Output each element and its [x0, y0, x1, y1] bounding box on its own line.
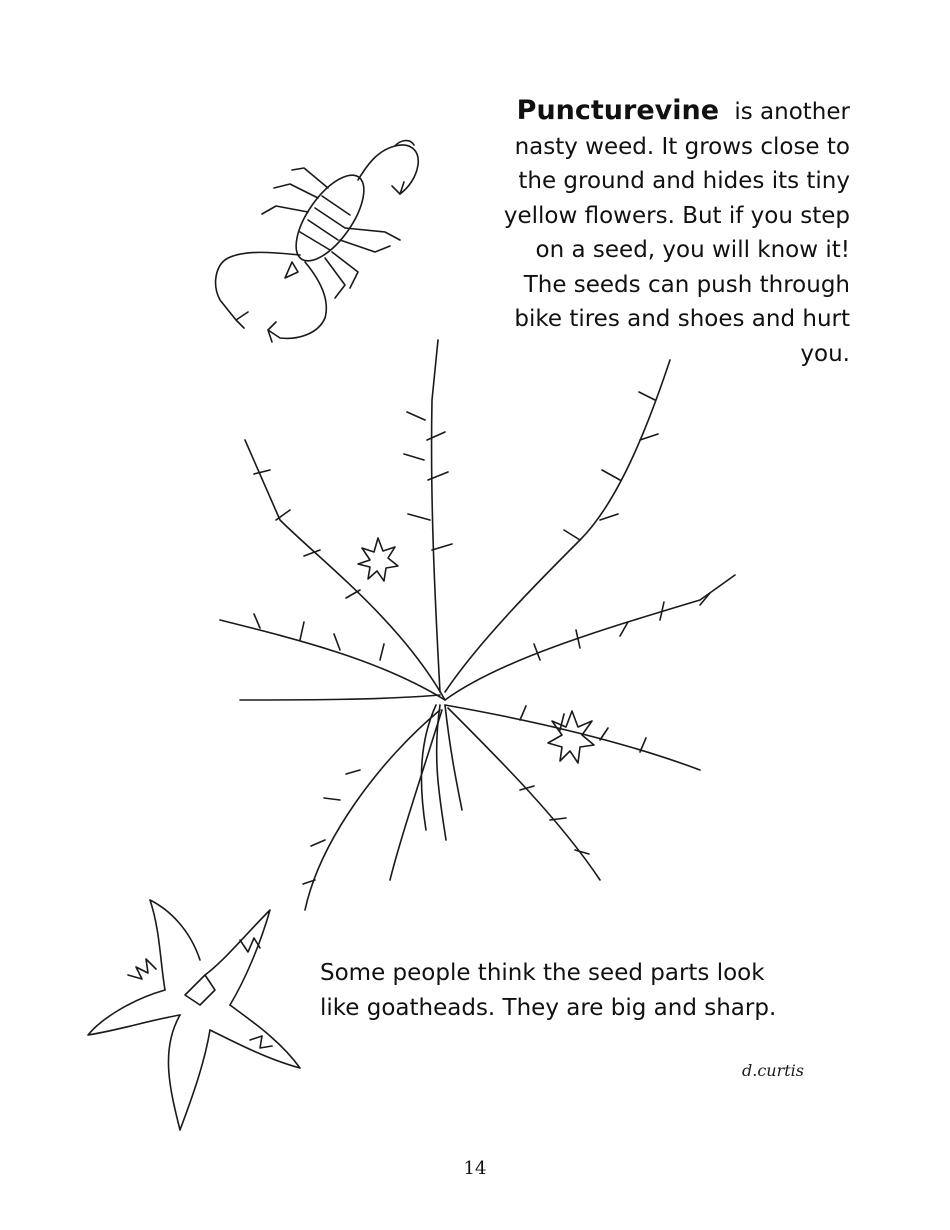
intro-body-text: is another nasty weed. It grows close to the ground and hides its tiny yellow flowers. But if you step on a seed, you will know it! The seeds can push through bike tires and shoes and hurt you.	[503, 99, 850, 367]
page-number: 14	[463, 1158, 487, 1179]
signature-text: d.curtis	[742, 1061, 804, 1080]
puncturevine-title: Puncturevine	[516, 95, 720, 126]
seed-caption: Some people think the seed parts look like goatheads. They are big and sharp.	[320, 960, 777, 1021]
